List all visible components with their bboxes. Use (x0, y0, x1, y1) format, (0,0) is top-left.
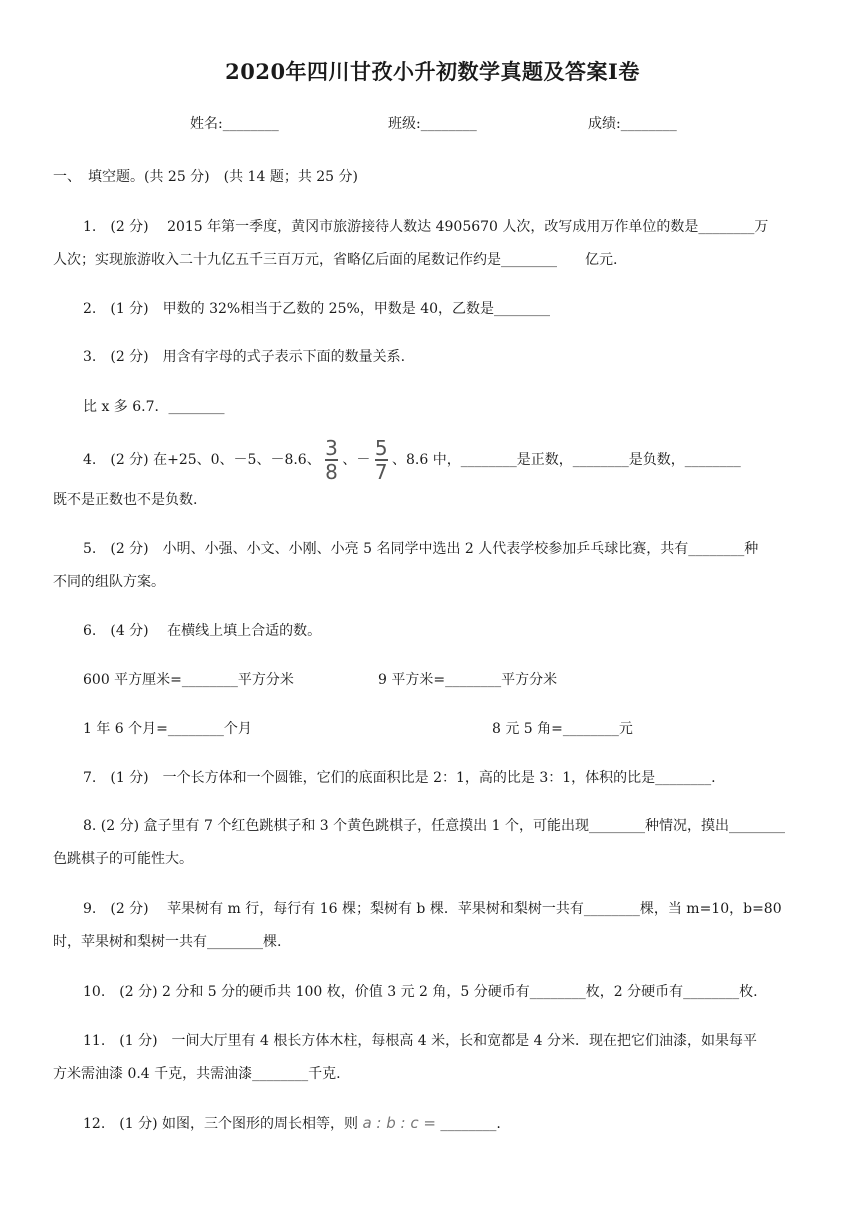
question-8-line-1: 8. (2 分) 盒子里有 7 个红色跳棋子和 3 个黄色跳棋子，任意摸出 1 个，可能出现________种情况，摸出________ (83, 818, 785, 834)
fraction-numerator: 3 (325, 436, 338, 460)
question-4-line-1 (83, 436, 741, 484)
section-heading: 一、 填空题。(共 25 分) (共 14 题；共 25 分) (53, 169, 358, 185)
question-6-item-4: 8 元 5 角=________元 (492, 721, 633, 737)
fraction-3-8 (325, 438, 338, 482)
question-5-line-1: 5. (2 分) 小明、小强、小文、小刚、小亮 5 名同学中选出 2 人代表学校参加乒乓球比赛，共有________种 (83, 541, 759, 557)
question-11-line-1: 11. (1 分) 一间大厅里有 4 根长方体木柱，每根高 4 米，长和宽都是 4 分米．现在把它们油漆，如果每平 (83, 1033, 757, 1049)
class-field[interactable]: 班级:________ (388, 116, 477, 132)
page-title: 2020年四川甘孜小升初数学真题及答案Ⅰ卷 (225, 59, 640, 84)
question-7: 7. (1 分) 一个长方体和一个圆锥，它们的底面积比是 2：1，高的比是 3：1，体积的比是________. (83, 770, 716, 786)
ratio-formula: a : b : c = (362, 1114, 436, 1132)
name-field[interactable]: 姓名:________ (190, 116, 279, 132)
question-9-line-2: 时，苹果树和梨树一共有________棵. (53, 934, 282, 950)
question-6-item-3: 1 年 6 个月=________个月 (83, 721, 252, 737)
question-10: 10. (2 分) 2 分和 5 分的硬币共 100 枚，价值 3 元 2 角，5 分硬币有________枚，2 分硬币有________枚. (83, 984, 758, 1000)
question-1-line-1: 1. (2 分) 2015 年第一季度，黄冈市旅游接待人数达 4905670 人次，改写成用万作单位的数是________万 (83, 219, 769, 235)
question-11-line-2: 方米需油漆 0.4 千克，共需油漆________千克. (53, 1066, 341, 1082)
question-4-prefix: 4. (2 分) 在+25、0、－5、－8.6、 (83, 452, 321, 468)
fraction-5-7 (375, 438, 388, 482)
fraction-denominator: 8 (325, 460, 338, 484)
question-12-prefix: 12. (1 分) 如图，三个图形的周长相等，则 (83, 1116, 358, 1132)
question-6-intro: 6. (4 分) 在横线上填上合适的数。 (83, 623, 322, 639)
question-6-item-2: 9 平方米=________平方分米 (378, 672, 558, 688)
question-4-mid: 、－ (342, 452, 371, 468)
question-12 (83, 1113, 501, 1133)
question-1-line-2: 人次；实现旅游收入二十九亿五千三百万元，省略亿后面的尾数记作约是________ 亿元. (53, 252, 618, 268)
question-5-line-2: 不同的组队方案。 (53, 574, 165, 590)
fraction-denominator: 7 (374, 460, 388, 484)
question-12-suffix: ________. (440, 1116, 501, 1132)
question-9-line-1: 9. (2 分) 苹果树有 m 行，每行有 16 棵；梨树有 b 棵．苹果树和梨树一共有________棵，当 m=10，b=80 (83, 901, 782, 917)
fraction-numerator: 5 (374, 436, 388, 460)
question-8-line-2: 色跳棋子的可能性大。 (53, 851, 193, 867)
question-3-line-2: 比 x 多 6.7．________ (83, 399, 225, 415)
question-4-suffix: 、8.6 中，________是正数，________是负数，________ (392, 452, 741, 468)
question-6-item-1: 600 平方厘米=________平方分米 (83, 672, 294, 688)
question-4-line-2: 既不是正数也不是负数. (53, 492, 198, 508)
question-2: 2. (1 分) 甲数的 32%相当于乙数的 25%，甲数是 40，乙数是________ (83, 301, 551, 317)
question-3-line-1: 3. (2 分) 用含有字母的式子表示下面的数量关系. (83, 349, 406, 365)
score-field[interactable]: 成绩:________ (588, 116, 677, 132)
